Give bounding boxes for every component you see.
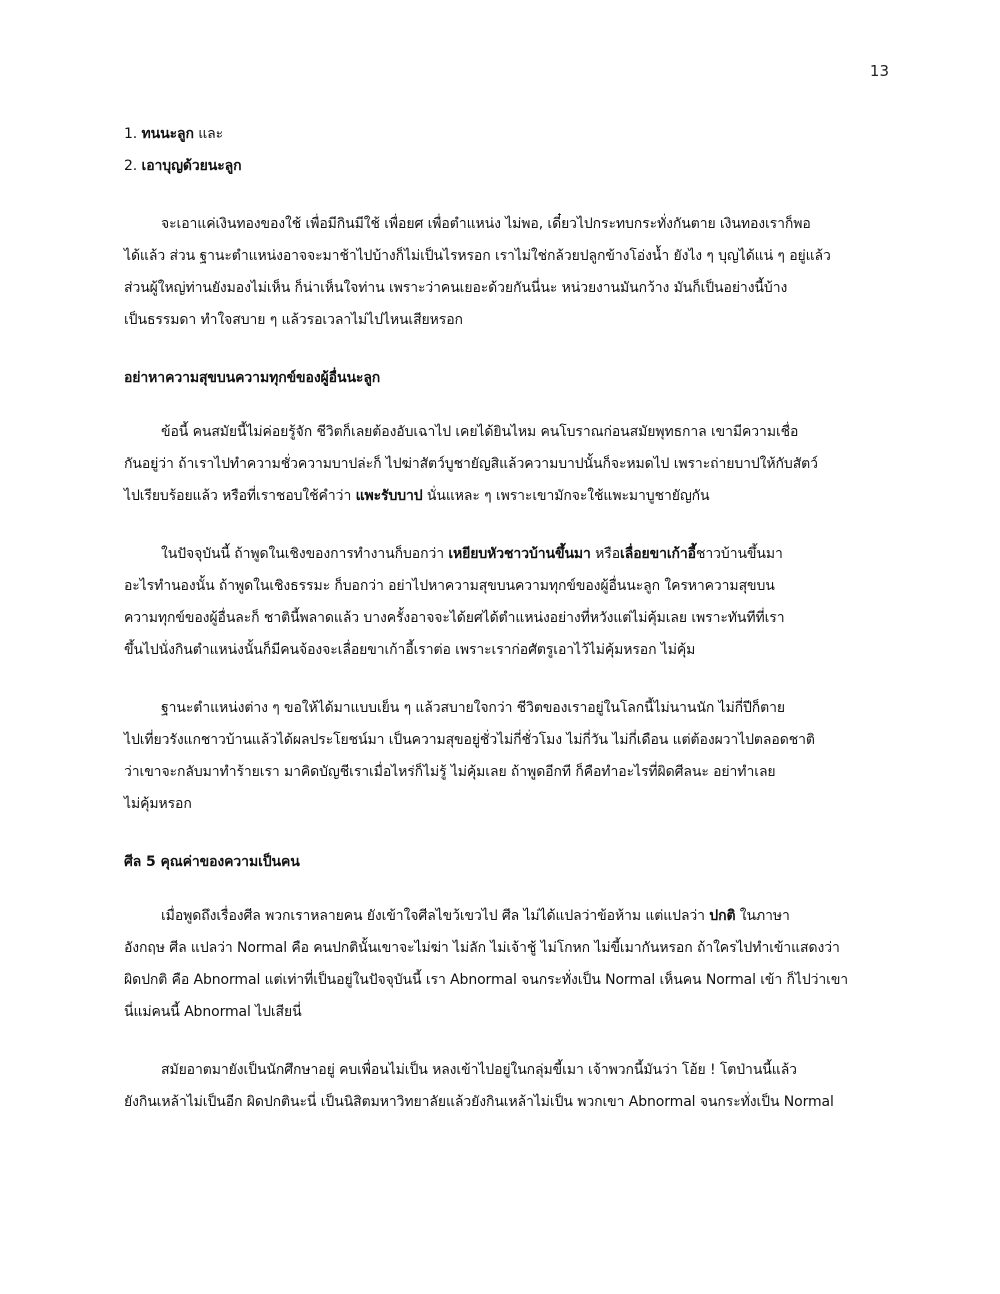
paragraph-5: เมื่อพูดถึงเรื่องศีล พวกเราหลายคน ยังเข้าใจศีลไขว้เขวไป ศีล ไม่ได้แปลว่าข้อห้าม แต่แปลว่า ปกติ ในภาษา อังกฤษ ศีล แปลว่า Normal คือ คนปกตินั้นเขาจะไม่ฆ่า ไม่ลัก ไม่เจ้าชู้ ไม่โกหก ไม่ขี้เมากันหรอก ถ้าใครไปทำเข้าแสดงว่า ผิดปกติ คือ Abnormal แต่เท่าที่เป็นอยู่ในปัจจุบันนี้ เรา Abnormal จนกระทั่งเป็น Normal เห็นคน Normal เข้า ก็ไปว่าเขา นี่แม่คนนี้ Abnormal ไปเสียนี่ — [124, 908, 849, 1020]
page-content — [124, 118, 884, 1118]
list-item-2: 2. เอาบุญด้วยนะลูก — [124, 158, 242, 174]
paragraph-4: ฐานะตำแหน่งต่าง ๆ ขอให้ได้มาแบบเย็น ๆ แล้วสบายใจกว่า ชีวิตของเราอยู่ในโลกนี้ไม่นานนัก ไม่กี่ปีก็ตาย ไปเที่ยวรังแกชาวบ้านแล้วได้ผลประโยชน์มา เป็นความสุขอยู่ชั่วไม่กี่ชั่วโมง ไม่กี่วัน ไม่กี่เดือน แต่ต้องผวาไปตลอดชาติ ว่าเขาจะกลับมาทำร้ายเรา มาคิดบัญชีเราเมื่อไหร่ก็ไม่รู้ ไม่คุ้มเลย ถ้าพูดอีกที ก็คือทำอะไรที่ผิดศีลนะ อย่าทำเลย ไม่คุ้มหรอก — [124, 700, 815, 812]
section-heading-2: ศีล 5 คุณค่าของความเป็นคน — [124, 854, 300, 870]
page-number: 13 — [869, 62, 889, 80]
bold-term-step-on-heads: เหยียบหัวชาวบ้านขึ้นมา — [448, 546, 591, 562]
paragraph-6: สมัยอาตมายังเป็นนักศึกษาอยู่ คบเพื่อนไม่เป็น หลงเข้าไปอยู่ในกลุ่มขี้เมา เจ้าพวกนี้มันว่า โอ้ย ! โตป่านนี้แล้ว ยังกินเหล้าไม่เป็นอีก ผิดปกตินะนี่ เป็นนิสิตมหาวิทยาลัยแล้วยังกินเหล้าไม่เป็น พวกเขา Abnormal จนกระทั่งเป็น Normal — [124, 1062, 834, 1110]
bold-term-saw-chair-legs: เลื่อยขาเก้าอี้ — [620, 546, 696, 562]
bold-term-scapegoat: แพะรับบาป — [355, 488, 423, 504]
list-item-2-bold: เอาบุญด้วยนะลูก — [141, 158, 242, 174]
list-item-1-bold: ทนนะลูก — [141, 126, 194, 142]
paragraph-1: จะเอาแค่เงินทองของใช้ เพื่อมีกินมีใช้ เพื่อยศ เพื่อตำแหน่ง ไม่พอ, เดี๋ยวไปกระทบกระทั่งกันตาย เงินทองเราก็พอ ได้แล้ว ส่วน ฐานะตำแหน่งอาจจะมาช้าไปบ้างก็ไม่เป็นไรหรอก เราไม่ใช่กล้วยปลูกข้างโอ่งน้ำ ยังไง ๆ บุญได้แน่ ๆ อยู่แล้ว ส่วนผู้ใหญ่ท่านยังมองไม่เห็น ก็น่าเห็นใจท่าน เพราะว่าคนเยอะด้วยกันนี่นะ หน่วยงานมันกว้าง มันก็เป็นอย่างนี้บ้าง เป็นธรรมดา ทำใจสบาย ๆ แล้วรอเวลาไม่ไปไหนเสียหรอก — [124, 216, 831, 328]
bold-term-normal: ปกติ — [709, 908, 736, 924]
paragraph-3: ในปัจจุบันนี้ ถ้าพูดในเชิงของการทำงานก็บอกว่า เหยียบหัวชาวบ้านขึ้นมา หรือเลื่อยขาเก้าอี้ชาวบ้านขึ้นมา อะไรทำนองนั้น ถ้าพูดในเชิงธรรมะ ก็บอกว่า อย่าไปหาความสุขบนความทุกข์ของผู้อื่นนะลูก ใครหาความสุขบน ความทุกข์ของผู้อื่นละก็ ชาตินี้พลาดแล้ว บางครั้งอาจจะได้ยศได้ตำแหน่งอย่างที่หวังแต่ไม่คุ้มเลย เพราะทันทีที่เรา ขึ้นไปนั่งกินตำแหน่งนั้นก็มีคนจ้องจะเลื่อยขาเก้าอี้เราต่อ เพราะเราก่อศัตรูเอาไว้ไม่คุ้มหรอก ไม่คุ้ม — [124, 546, 785, 658]
paragraph-2: ข้อนี้ คนสมัยนี้ไม่ค่อยรู้จัก ชีวิตก็เลยต้องอับเฉาไป เคยได้ยินไหม คนโบราณก่อนสมัยพุทธกาล เขามีความเชื่อ กันอยู่ว่า ถ้าเราไปทำความชั่วความบาปล่ะก็ ไปฆ่าสัตว์บูชายัญสิแล้วความบาปนั้นก็จะหมดไป เพราะถ่ายบาปให้กับสัตว์ ไปเรียบร้อยแล้ว หรือที่เราชอบใช้คำว่า แพะรับบาป นั่นแหละ ๆ เพราะเขามักจะใช้แพะมาบูชายัญกัน — [124, 424, 818, 504]
list-item-1: 1. ทนนะลูก และ — [124, 126, 224, 142]
section-heading-1: อย่าหาความสุขบนความทุกข์ของผู้อื่นนะลูก — [124, 370, 381, 386]
